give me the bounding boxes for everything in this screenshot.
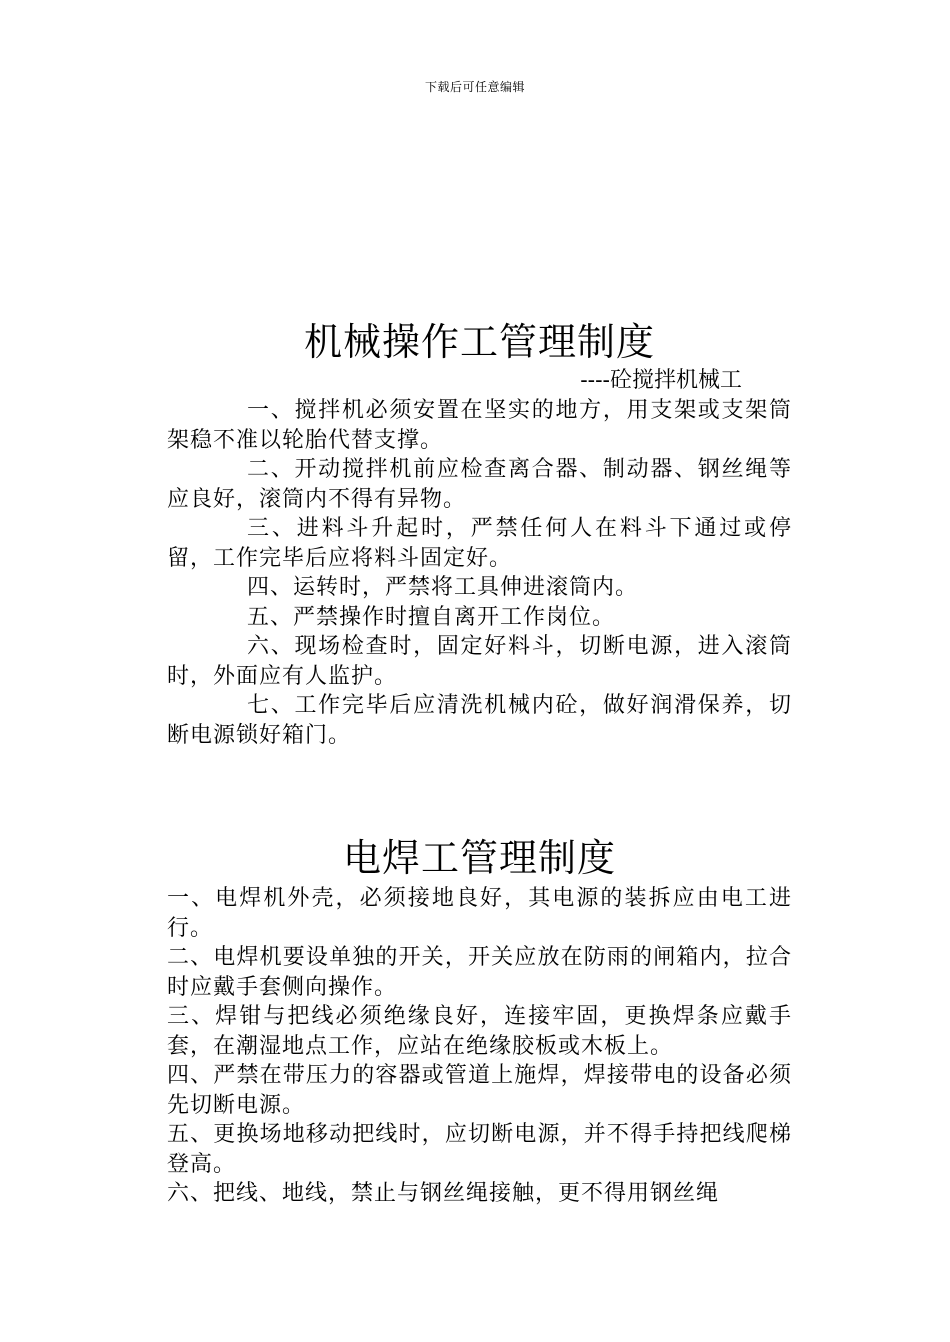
- rule-item: 六、把线、地线，禁止与钢丝绳接触，更不得用钢丝绳: [167, 1181, 720, 1206]
- rule-item: 三、进料斗升起时，严禁任何人在料斗下通过或停留，工作完毕后应将料斗固定好。: [167, 516, 792, 571]
- welder-section: [167, 834, 792, 1209]
- rule-item: 四、运转时，严禁将工具伸进滚筒内。: [247, 575, 639, 600]
- rule-item: 二、电焊机要设单独的开关，开关应放在防雨的闸箱内，拉合时应戴手套侧向操作。: [167, 945, 792, 1000]
- rule-item: 一、电焊机外壳，必须接地良好，其电源的装拆应由电工进行。: [167, 886, 792, 941]
- section-subtitle: ----砼搅拌机械工: [580, 368, 742, 393]
- rule-item: 二、开动搅拌机前应检查离合器、制动器、钢丝绳等应良好，滚筒内不得有异物。: [167, 457, 792, 512]
- rule-item: 五、严禁操作时擅自离开工作岗位。: [247, 604, 616, 630]
- rule-item: 三、焊钳与把线必须绝缘良好，连接牢固，更换焊条应戴手套，在潮湿地点工作，应站在绝缘胶板或木板上。: [167, 1004, 792, 1059]
- section-title-mechanical: 机械操作工管理制度: [303, 320, 655, 364]
- rule-item: 一、搅拌机必须安置在坚实的地方，用支架或支架筒架稳不准以轮胎代替支撑。: [167, 398, 792, 453]
- mechanical-operator-section: [167, 318, 792, 750]
- rule-item: 四、严禁在带压力的容器或管道上施焊，焊接带电的设备必须先切断电源。: [167, 1063, 792, 1118]
- header-note: 下载后可任意编辑: [424, 80, 525, 94]
- rule-item: 五、更换场地移动把线时，应切断电源，并不得手持把线爬梯登高。: [167, 1122, 792, 1177]
- rule-item: 七、工作完毕后应清洗机械内砼，做好润滑保养，切断电源锁好箱门。: [167, 693, 792, 748]
- section-title-welder: 电焊工管理制度: [342, 836, 616, 880]
- rule-item: 六、现场检查时，固定好料斗，切断电源，进入滚筒时，外面应有人监护。: [167, 634, 792, 689]
